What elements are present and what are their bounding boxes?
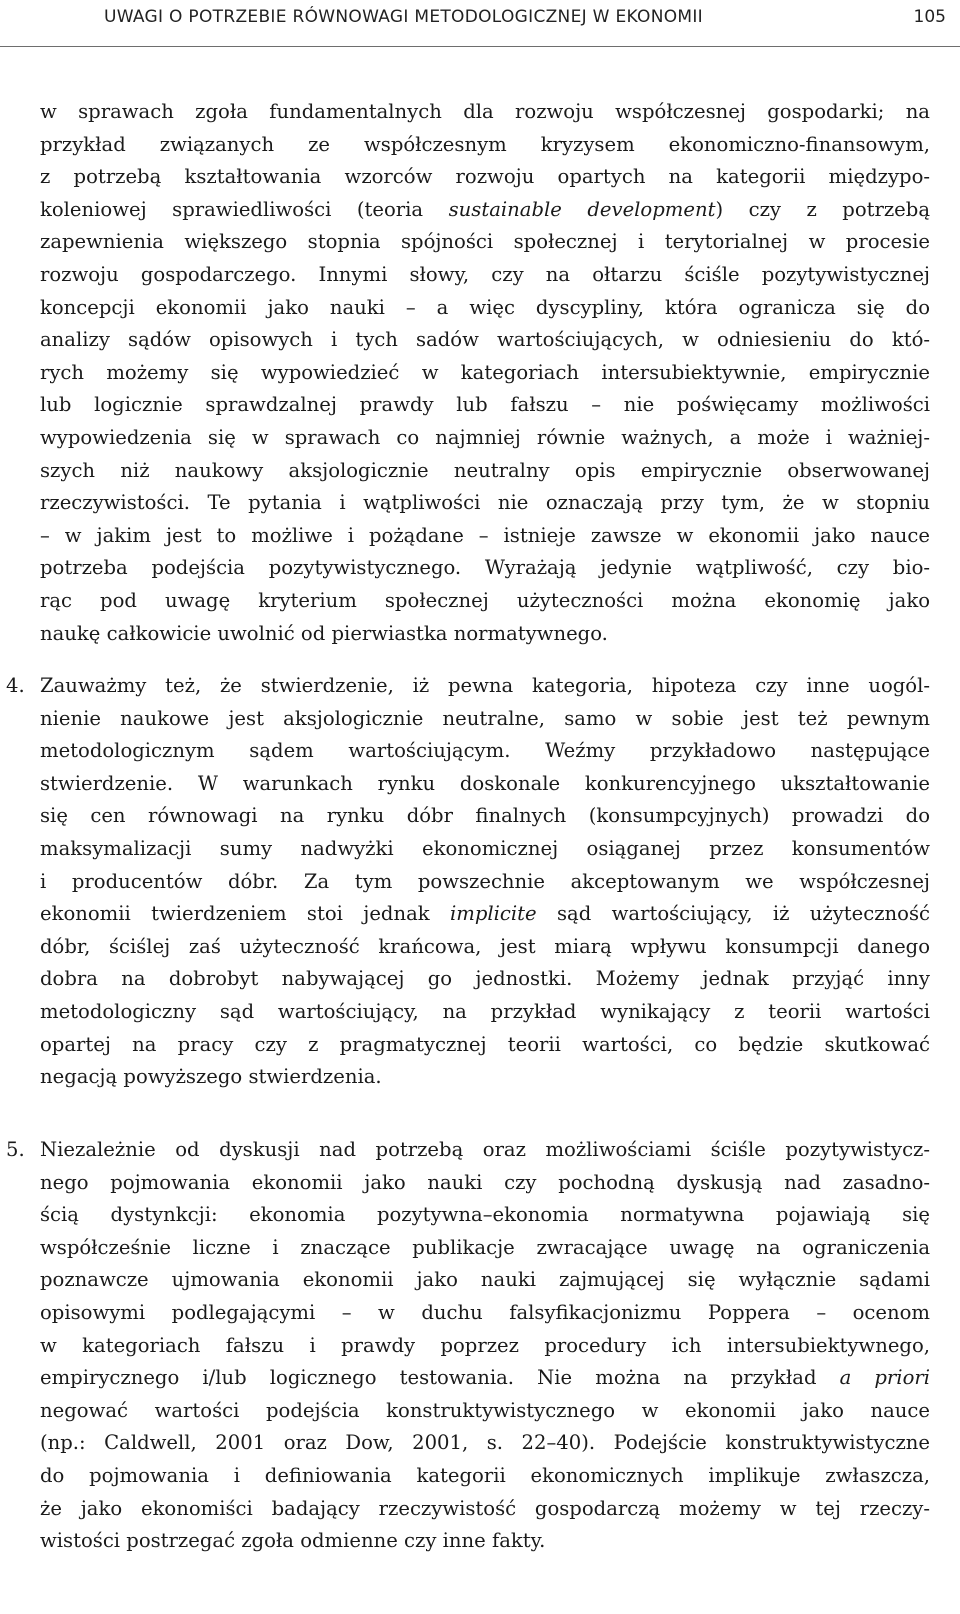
text-run: ) czy z potrzebą [715, 197, 931, 221]
p1-line: zapewnienia większego stopnia spójności społecznej i terytorialnej w procesie [40, 230, 930, 254]
p4-line: stwierdzenie. W warunkach rynku doskonale konkurencyjnego ukształtowanie [40, 771, 930, 795]
p4-line: się cen równowagi na rynku dóbr finalnych (konsumpcyjnych) prowadzi do [40, 804, 930, 828]
p5-line [40, 1362, 930, 1394]
p1-line [40, 194, 930, 226]
p1-line: – w jakim jest to możliwe i pożądane – istnieje zawsze w ekonomii jako nauce [40, 523, 930, 547]
p4-line: opartej na pracy czy z pragmatycznej teorii wartości, co będzie skutkować [40, 1032, 930, 1056]
p1-line: koncepcji ekonomii jako nauki – a więc dyscypliny, która ogranicza się do [40, 295, 930, 319]
p5-line: że jako ekonomiści badający rzeczywistość gospodarczą możemy w tej rzeczy- [40, 1496, 930, 1520]
p4-line: negacją powyższego stwierdzenia. [40, 1065, 382, 1089]
p1-line: naukę całkowicie uwolnić od pierwiastka normatywnego. [40, 621, 608, 645]
p4-line: Zauważmy też, że stwierdzenie, iż pewna kategoria, hipoteza czy inne uogól- [40, 674, 930, 697]
p1-line: rąc pod uwagę kryterium społecznej użyteczności można ekonomię jako [40, 589, 930, 612]
running-header-title: UWAGI O POTRZEBIE RÓWNOWAGI METODOLOGICZNEJ W EKONOMII [104, 7, 703, 27]
p5-line: wistości postrzegać zgoła odmienne czy inne fakty. [40, 1529, 546, 1553]
page-number: 105 [913, 7, 946, 27]
p4-line [40, 898, 930, 930]
p5-line: poznawcze ujmowania ekonomii jako nauki zajmującej się wyłącznie sądami [40, 1268, 930, 1292]
p5-line: w kategoriach fałszu i prawdy poprzez procedury ich intersubiektywnego, [40, 1333, 930, 1357]
p1-line: potrzeba podejścia pozytywistycznego. Wyrażają jedynie wątpliwość, czy bio- [40, 556, 930, 580]
p1-line: analizy sądów opisowych i tych sadów wartościujących, w odniesieniu do któ- [40, 328, 930, 352]
p5-line: do pojmowania i definiowania kategorii ekonomicznych implikuje zwłaszcza, [40, 1464, 930, 1487]
text-run: koleniowej sprawiedliwości (teoria [40, 197, 449, 221]
italic-term: sustainable development [448, 197, 716, 221]
p4-line: metodologicznym sądem wartościującym. Weźmy przykładowo następujące [40, 739, 930, 763]
text-run: empirycznego i/lub logicznego testowania. Nie można na przykład [40, 1366, 840, 1390]
p5-line: ścią dystynkcji: ekonomia pozytywna–ekonomia normatywna pojawiają się [40, 1203, 930, 1227]
italic-term: implicite [450, 902, 537, 926]
p4-line: metodologiczny sąd wartościujący, na przykład wynikający z teorii wartości [40, 1000, 930, 1023]
p5-line: Niezależnie od dyskusji nad potrzebą oraz możliwościami ściśle pozytywistycz- [40, 1138, 930, 1161]
p5-line: opisowymi podlegającymi – w duchu falsyfikacjonizmu Poppera – ocenom [40, 1301, 930, 1324]
p1-line: szych niż naukowy aksjologicznie neutralny opis empirycznie obserwowanej [40, 458, 930, 482]
text-run: sąd wartościujący, iż użyteczność [536, 902, 930, 926]
p4-line: dóbr, ściślej zaś użyteczność krańcowa, jest miarą wpływu konsumpcji danego [40, 934, 930, 958]
p5-line: nego pojmowania ekonomii jako nauki czy pochodną dyskusją nad zasadno- [40, 1170, 930, 1194]
running-header [0, 0, 960, 47]
p4-line: nienie naukowe jest aksjologicznie neutralne, samo w sobie jest też pewnym [40, 706, 930, 730]
p1-line: rych możemy się wypowiedzieć w kategoriach intersubiektywnie, empirycznie [40, 360, 930, 384]
p4-line: dobra na dobrobyt nabywającej go jednostki. Możemy jednak przyjąć inny [40, 967, 930, 991]
list-number: 4. [6, 674, 25, 697]
p1-line: lub logicznie sprawdzalnej prawdy lub fałszu – nie poświęcamy możliwości [40, 393, 930, 417]
p1-line: przykład związanych ze współczesnym kryzysem ekonomiczno-finansowym, [40, 132, 930, 156]
italic-term: a priori [839, 1366, 930, 1390]
list-number: 5. [6, 1138, 25, 1161]
text-run: ekonomii twierdzeniem stoi jednak [40, 902, 450, 926]
p5-line: (np.: Caldwell, 2001 oraz Dow, 2001, s. 22–40). Podejście konstruktywistyczne [40, 1431, 930, 1455]
p4-line: maksymalizacji sumy nadwyżki ekonomicznej osiąganej przez konsumentów [40, 837, 930, 860]
p1-line: rzeczywistości. Te pytania i wątpliwości nie oznaczają przy tym, że w stopniu [40, 491, 930, 515]
p4-line: i producentów dóbr. Za tym powszechnie akceptowanym we współczesnej [40, 869, 930, 893]
p1-line: wypowiedzenia się w sprawach co najmniej równie ważnych, a może i ważniej- [40, 426, 930, 449]
p1-line: w sprawach zgoła fundamentalnych dla rozwoju współczesnej gospodarki; na [40, 100, 930, 123]
p5-line: negować wartości podejścia konstruktywistycznego w ekonomii jako nauce [40, 1398, 930, 1422]
p1-line: rozwoju gospodarczego. Innymi słowy, czy na ołtarzu ściśle pozytywistycznej [40, 263, 930, 286]
p5-line: współcześnie liczne i znaczące publikacje zwracające uwagę na ograniczenia [40, 1235, 930, 1259]
p1-line: z potrzebą kształtowania wzorców rozwoju opartych na kategorii międzypo- [40, 165, 930, 189]
